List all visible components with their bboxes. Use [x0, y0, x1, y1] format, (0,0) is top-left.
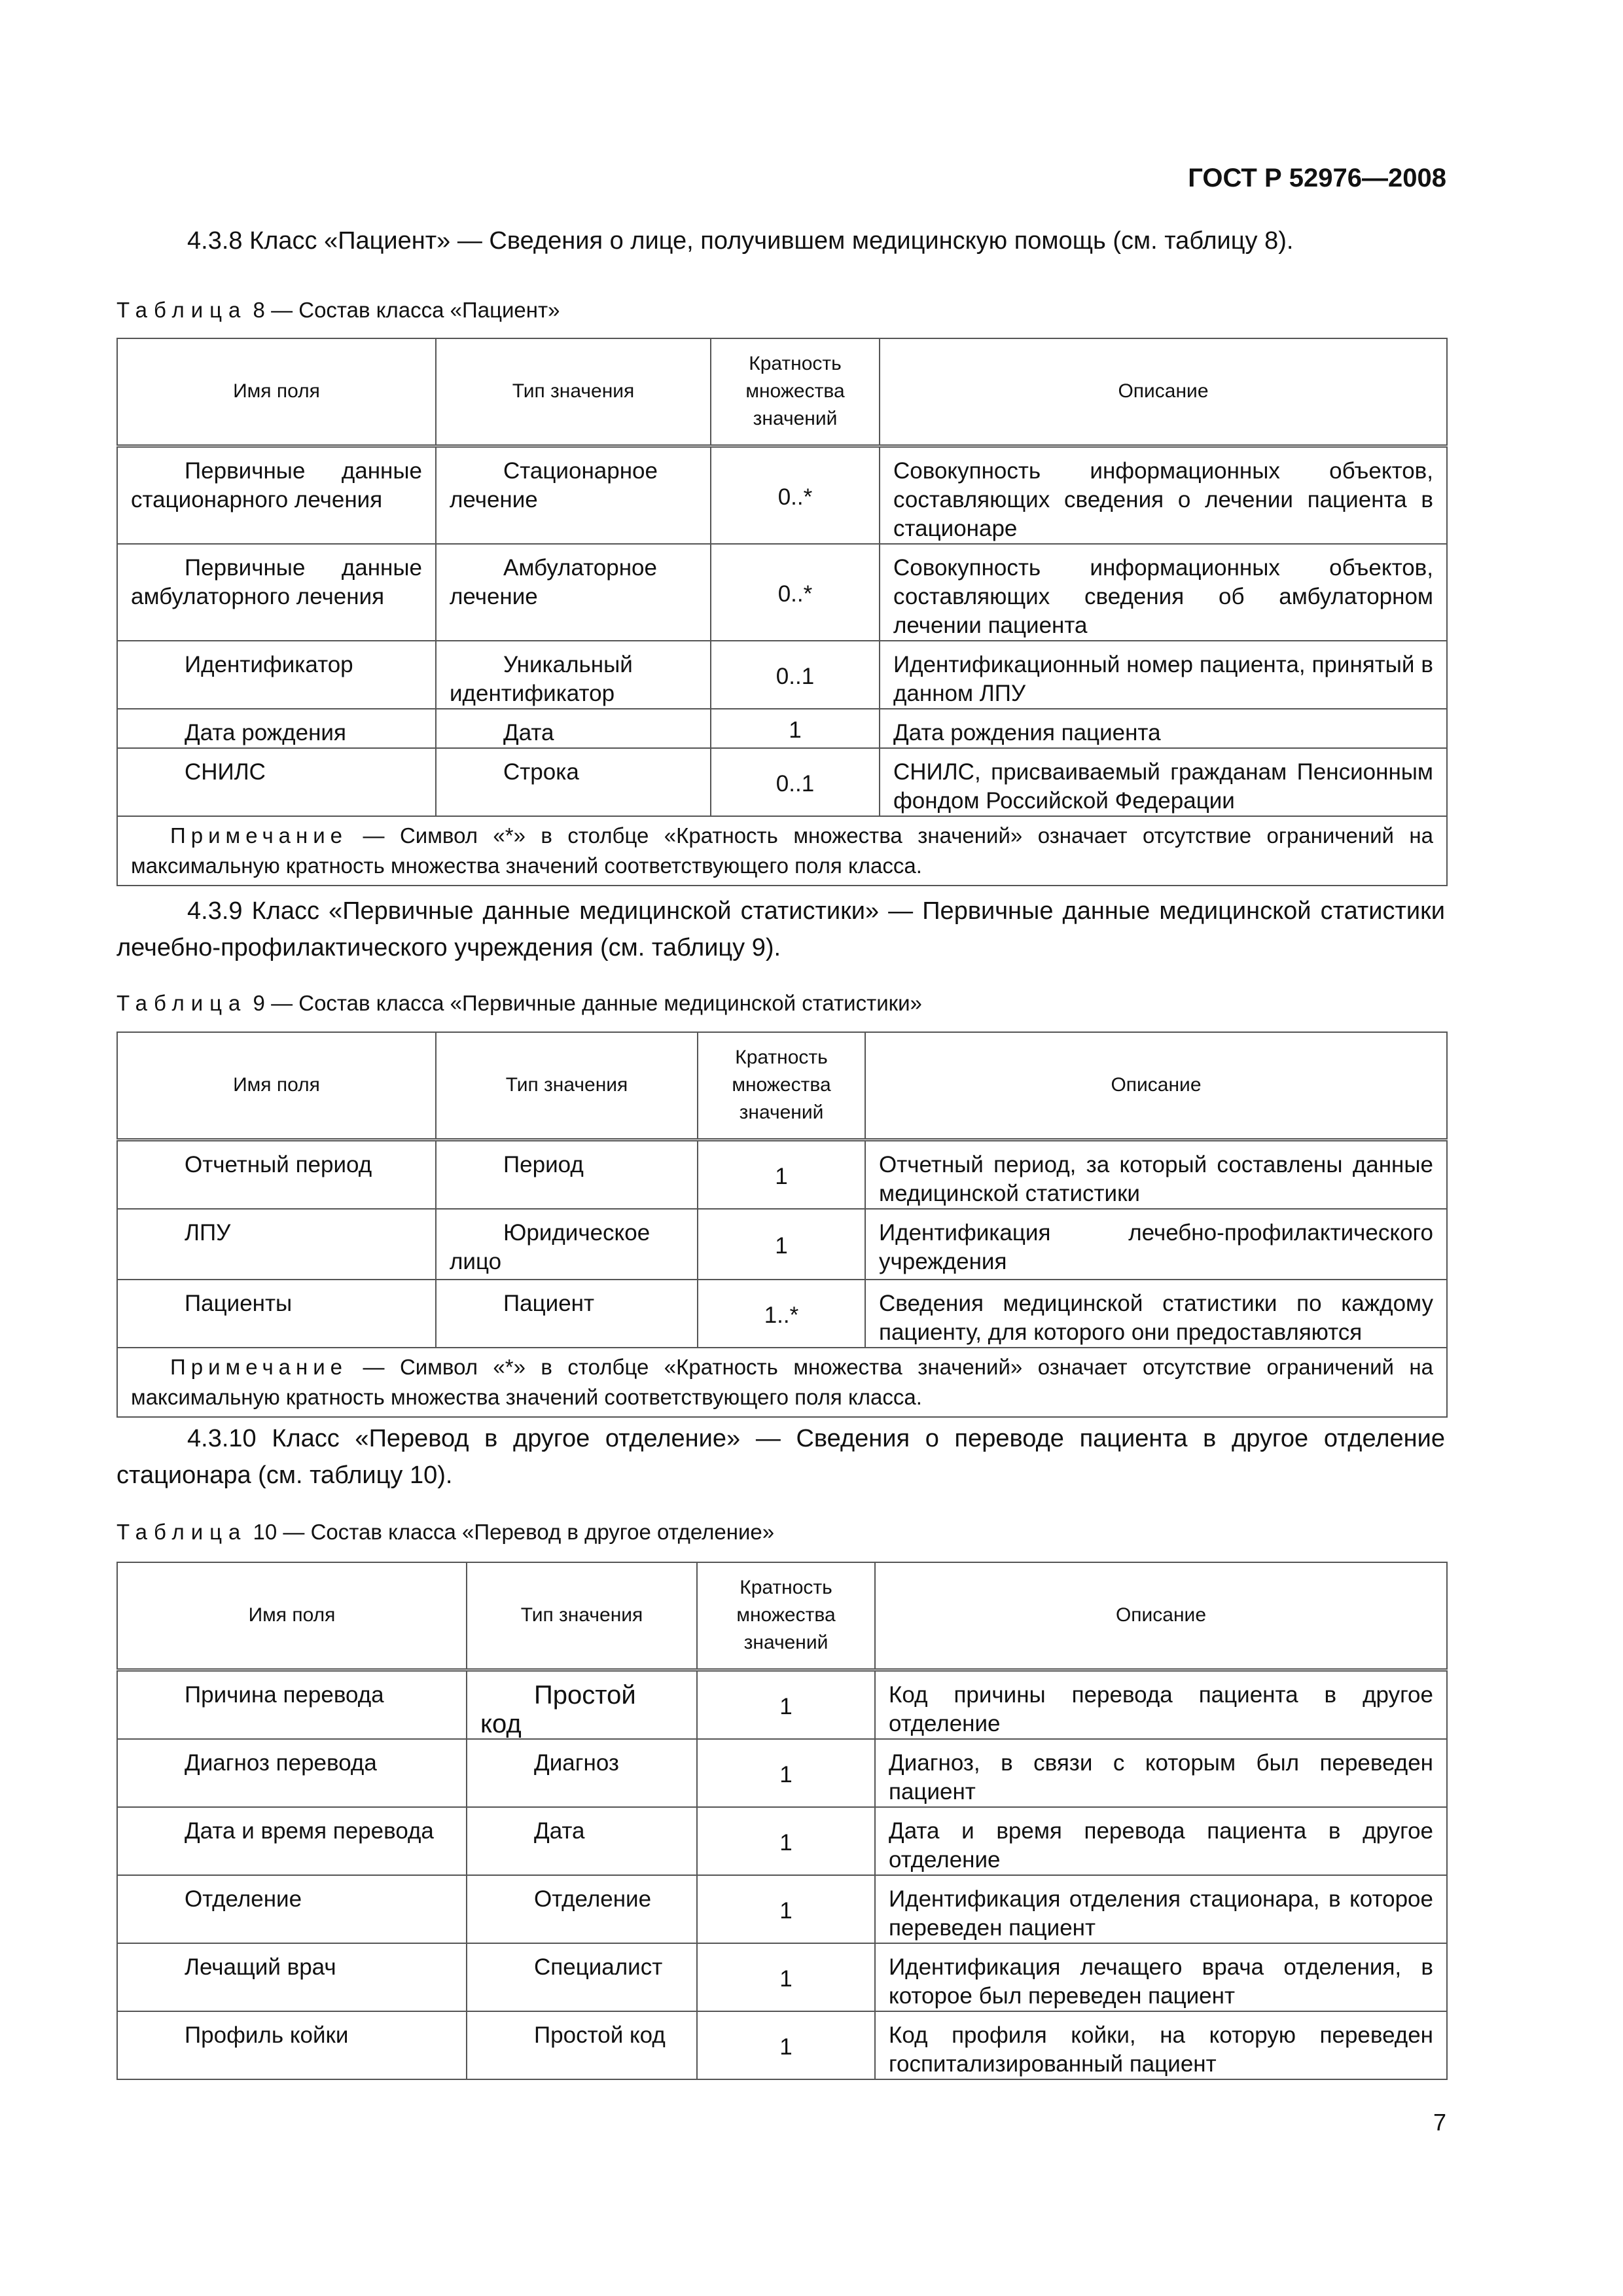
table-row — [117, 1807, 1447, 1875]
table-row — [117, 544, 1447, 641]
col-header-field: Имя поля — [117, 338, 436, 446]
table-cell: Стационарное лечение — [436, 446, 711, 544]
table-cell: 1 — [697, 2011, 875, 2079]
table-10-caption: Таблица 10 — Состав класса «Перевод в другое отделение» — [116, 1520, 775, 1544]
table-cell: Строка — [436, 748, 711, 816]
table-row — [117, 641, 1447, 709]
table-cell: Код причины перевода пациента в другое отделение — [875, 1670, 1447, 1739]
table-cell: 1 — [711, 709, 880, 748]
table-cell: Амбулаторное лечение — [436, 544, 711, 641]
table-8-caption: Таблица 8 — Состав класса «Пациент» — [116, 298, 560, 322]
table-cell: Дата и время перевода — [117, 1807, 467, 1875]
table-cell: Отделение — [467, 1875, 697, 1943]
table-row — [117, 1139, 1447, 1209]
col-header-type: Тип значения — [436, 338, 711, 446]
table-cell: Совокупность информационных объектов, составляющих сведения о лечении пациента в стационаре — [880, 446, 1447, 544]
table-cell: СНИЛС — [117, 748, 436, 816]
table-cell: Дата и время перевода пациента в другое отделение — [875, 1807, 1447, 1875]
table-cell: Код профиля койки, на которую переведен госпитализированный пациент — [875, 2011, 1447, 2079]
paragraph-4-3-10: 4.3.10 Класс «Перевод в другое отделение» — Сведения о переводе пациента в другое отделение стационара (см. таблицу 10). — [116, 1425, 1445, 1489]
table-cell: Дата — [436, 709, 711, 748]
table-note-row — [117, 816, 1447, 886]
col-header-description: Описание — [875, 1562, 1447, 1670]
table-cell: Первичные данные стационарного лечения — [117, 446, 436, 544]
table-cell: Уникальный идентификатор — [436, 641, 711, 709]
col-header-type: Тип значения — [467, 1562, 697, 1670]
table-cell: Дата рождения пациента — [880, 709, 1447, 748]
table-cell: Простой код — [467, 2011, 697, 2079]
table-cell: 1..* — [698, 1280, 865, 1348]
table-cell: Идентификация лечебно-профилактического учреждения — [865, 1209, 1447, 1280]
table-cell: СНИЛС, присваиваемый гражданам Пенсионным фондом Российской Федерации — [880, 748, 1447, 816]
table-row — [117, 1943, 1447, 2011]
table-cell: Диагноз, в связи с которым был переведен пациент — [875, 1739, 1447, 1807]
table-cell: 0..1 — [711, 641, 880, 709]
table-8 — [116, 338, 1448, 886]
table-cell: 1 — [697, 1875, 875, 1943]
table-cell: Диагноз перевода — [117, 1739, 467, 1807]
col-header-field: Имя поля — [117, 1032, 436, 1139]
col-header-field: Имя поля — [117, 1562, 467, 1670]
table-8-note: Примечание — Символ «*» в столбце «Кратность множества значений» означает отсутствие ограничений на максимальную кратность множества значений соответствующего поля класса. — [117, 816, 1447, 886]
table-note-row — [117, 1348, 1447, 1417]
table-cell: Идентификация лечащего врача отделения, в которое был переведен пациент — [875, 1943, 1447, 2011]
paragraph-4-3-9: 4.3.9 Класс «Первичные данные медицинской статистики» — Первичные данные медицинской статистики лечебно-профилактического учреждения (см. таблицу 9). — [116, 897, 1445, 961]
col-header-description: Описание — [880, 338, 1447, 446]
table-cell: 0..* — [711, 446, 880, 544]
table-row — [117, 1280, 1447, 1348]
table-row — [117, 1875, 1447, 1943]
col-header-multiplicity: Кратность множества значений — [697, 1562, 875, 1670]
table-cell: Идентификатор — [117, 641, 436, 709]
table-cell: Отчетный период, за который составлены данные медицинской статистики — [865, 1139, 1447, 1209]
table-cell: Идентификация отделения стационара, в которое переведен пациент — [875, 1875, 1447, 1943]
table-cell: Пациенты — [117, 1280, 436, 1348]
table-cell: Идентификационный номер пациента, принятый в данном ЛПУ — [880, 641, 1447, 709]
table-row — [117, 748, 1447, 816]
paragraph-4-3-8: 4.3.8 Класс «Пациент» — Сведения о лице, получившем медицинскую помощь (см. таблицу 8). — [187, 227, 1294, 255]
page-number: 7 — [1433, 2109, 1446, 2136]
table-cell: Дата — [467, 1807, 697, 1875]
table-cell: Профиль койки — [117, 2011, 467, 2079]
table-cell: 0..1 — [711, 748, 880, 816]
table-cell: Отчетный период — [117, 1139, 436, 1209]
table-cell: Первичные данные амбулаторного лечения — [117, 544, 436, 641]
table-cell: ЛПУ — [117, 1209, 436, 1280]
table-9 — [116, 1031, 1448, 1418]
table-9-note: Примечание — Символ «*» в столбце «Кратность множества значений» означает отсутствие ограничений на максимальную кратность множества значений соответствующего поля класса. — [117, 1348, 1447, 1417]
table-cell: 0..* — [711, 544, 880, 641]
table-cell: 1 — [697, 1739, 875, 1807]
table-cell: Пациент — [436, 1280, 698, 1348]
table-row — [117, 1670, 1447, 1739]
table-10 — [116, 1562, 1448, 2080]
table-cell: Сведения медицинской статистики по каждому пациенту, для которого они предоставляются — [865, 1280, 1447, 1348]
col-header-type: Тип значения — [436, 1032, 698, 1139]
table-cell: Дата рождения — [117, 709, 436, 748]
table-cell: Диагноз — [467, 1739, 697, 1807]
table-cell: Период — [436, 1139, 698, 1209]
table-cell: 1 — [697, 1807, 875, 1875]
table-row — [117, 446, 1447, 544]
table-row — [117, 1209, 1447, 1280]
table-row — [117, 1739, 1447, 1807]
table-cell: 1 — [698, 1139, 865, 1209]
table-cell: Отделение — [117, 1875, 467, 1943]
col-header-multiplicity: Кратность множества значений — [698, 1032, 865, 1139]
table-row — [117, 709, 1447, 748]
table-cell: Простой код — [467, 1670, 697, 1739]
table-cell: 1 — [697, 1943, 875, 2011]
col-header-description: Описание — [865, 1032, 1447, 1139]
table-cell: Юридическое лицо — [436, 1209, 698, 1280]
standard-number: ГОСТ Р 52976—2008 — [1188, 164, 1446, 192]
table-cell: 1 — [697, 1670, 875, 1739]
table-9-caption: Таблица 9 — Состав класса «Первичные данные медицинской статистики» — [116, 991, 922, 1015]
col-header-multiplicity: Кратность множества значений — [711, 338, 880, 446]
table-cell: 1 — [698, 1209, 865, 1280]
table-cell: Причина перевода — [117, 1670, 467, 1739]
table-row — [117, 2011, 1447, 2079]
table-cell: Лечащий врач — [117, 1943, 467, 2011]
table-cell: Специалист — [467, 1943, 697, 2011]
table-cell: Совокупность информационных объектов, составляющих сведения об амбулаторном лечении пациента — [880, 544, 1447, 641]
